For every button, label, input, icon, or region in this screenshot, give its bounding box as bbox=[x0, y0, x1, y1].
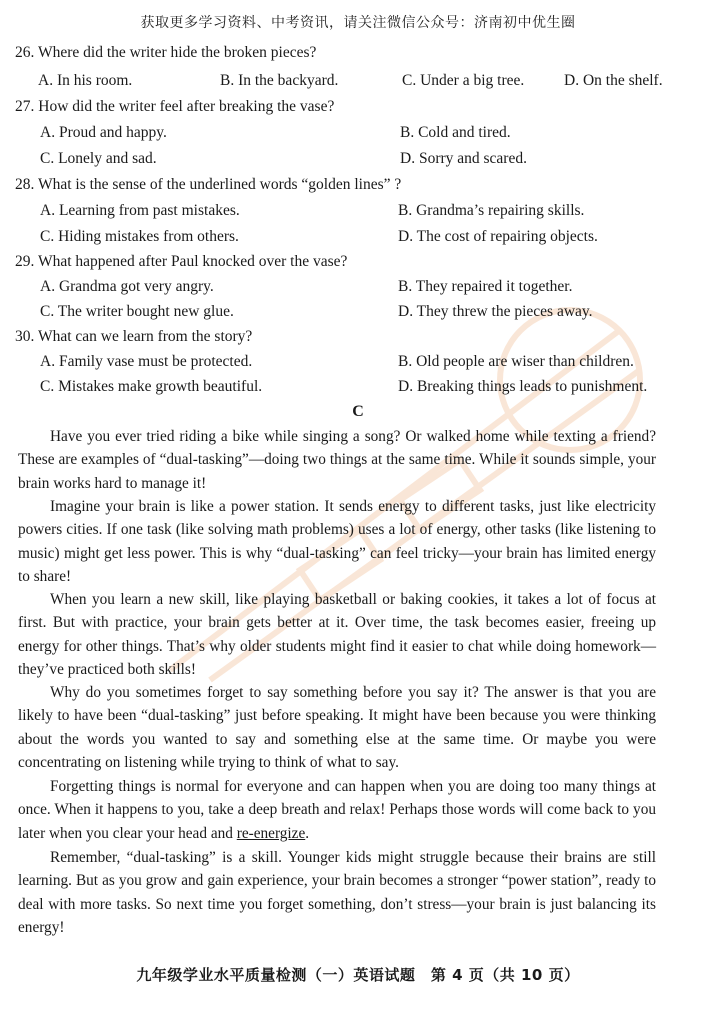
question-26-option-b[interactable]: B. In the backyard. bbox=[220, 72, 339, 89]
question-29-option-d[interactable]: D. They threw the pieces away. bbox=[398, 303, 593, 320]
question-28-option-d[interactable]: D. The cost of repairing objects. bbox=[398, 228, 598, 245]
question-27-option-a[interactable]: A. Proud and happy. bbox=[40, 124, 167, 141]
paragraph-5-end: . bbox=[305, 824, 310, 842]
passage-paragraph-1: Have you ever tried riding a bike while singing a song? Or walked home while texting a friend? These are examples of “dual-tasking”—doing two things at the same time. While it sounds simple, your brain works hard to manage it! bbox=[18, 428, 656, 492]
question-30-option-d[interactable]: D. Breaking things leads to punishment. bbox=[398, 378, 648, 395]
question-27-option-c[interactable]: C. Lonely and sad. bbox=[40, 150, 157, 167]
question-30-option-a[interactable]: A. Family vase must be protected. bbox=[40, 353, 253, 370]
question-28-stem: 28. What is the sense of the underlined words “golden lines” ? bbox=[15, 176, 402, 193]
page-footer: 九年级学业水平质量检测（一）英语试题 第 4 页（共 10 页） bbox=[136, 966, 580, 984]
question-30-stem: 30. What can we learn from the story? bbox=[15, 328, 253, 345]
page-header: 获取更多学习资料、中考资讯，请关注微信公众号：济南初中优生圈 bbox=[140, 15, 576, 31]
question-26-option-a[interactable]: A. In his room. bbox=[38, 72, 133, 89]
question-28-option-a[interactable]: A. Learning from past mistakes. bbox=[40, 202, 240, 219]
underlined-word-re-energize: re-energize bbox=[236, 824, 306, 842]
question-26-stem: 26. Where did the writer hide the broken pieces? bbox=[15, 44, 317, 61]
passage-paragraph-4: Why do you sometimes forget to say something before you say it? The answer is that you are likely to have been “dual-tasking” just before speaking. It might have been because you were thinking about the words you wanted to say and something else at the same time. Or maybe you were concentrating on listening while trying to think of what to say. bbox=[18, 684, 656, 772]
question-29-option-a[interactable]: A. Grandma got very angry. bbox=[40, 278, 214, 295]
question-30-option-b[interactable]: B. Old people are wiser than children. bbox=[398, 353, 634, 370]
question-27-option-b[interactable]: B. Cold and tired. bbox=[400, 124, 511, 141]
question-29-stem: 29. What happened after Paul knocked over the vase? bbox=[15, 253, 348, 270]
question-28-option-c[interactable]: C. Hiding mistakes from others. bbox=[40, 228, 239, 245]
question-29-option-b[interactable]: B. They repaired it together. bbox=[398, 278, 573, 295]
passage-paragraph-3: When you learn a new skill, like playing basketball or baking cookies, it takes a lot of focus at first. But with practice, your brain gets better at it. Over time, the task becomes easier, freeing up energy for other things. That’s why older students might find it easier to chat while doing homework—they’ve practiced both skills! bbox=[18, 591, 656, 679]
question-30-option-c[interactable]: C. Mistakes make growth beautiful. bbox=[40, 378, 263, 395]
question-26-option-c[interactable]: C. Under a big tree. bbox=[402, 72, 525, 89]
section-title: C bbox=[352, 403, 364, 420]
paragraph-5-text: Forgetting things is normal for everyone and can happen when you are doing too many things at once. When it happens to you, take a deep breath and relax! Perhaps those words will come back to you later when you clear your head and bbox=[18, 778, 656, 842]
question-29-option-c[interactable]: C. The writer bought new glue. bbox=[40, 303, 234, 320]
question-28-option-b[interactable]: B. Grandma’s repairing skills. bbox=[398, 202, 585, 219]
question-27-stem: 27. How did the writer feel after breaking the vase? bbox=[15, 98, 335, 115]
passage-paragraph-6: Remember, “dual-tasking” is a skill. Younger kids might struggle because their brains are still learning. But as you grow and gain experience, your brain becomes a stronger “power station”, ready to deal with more tasks. So next time you forget something, don’t stress—your brain is just balancing its energy! bbox=[18, 849, 656, 937]
passage-paragraph-5 bbox=[18, 775, 656, 845]
passage-paragraph-2: Imagine your brain is like a power station. It sends energy to different tasks, just like electricity powers cities. If one task (like solving math problems) uses a lot of energy, other tasks (like listening to music) might get less power. This is why “dual-tasking” can feel tricky—your brain has limited energy to share! bbox=[18, 498, 656, 586]
question-26-option-d[interactable]: D. On the shelf. bbox=[564, 72, 663, 89]
question-27-option-d[interactable]: D. Sorry and scared. bbox=[400, 150, 527, 167]
